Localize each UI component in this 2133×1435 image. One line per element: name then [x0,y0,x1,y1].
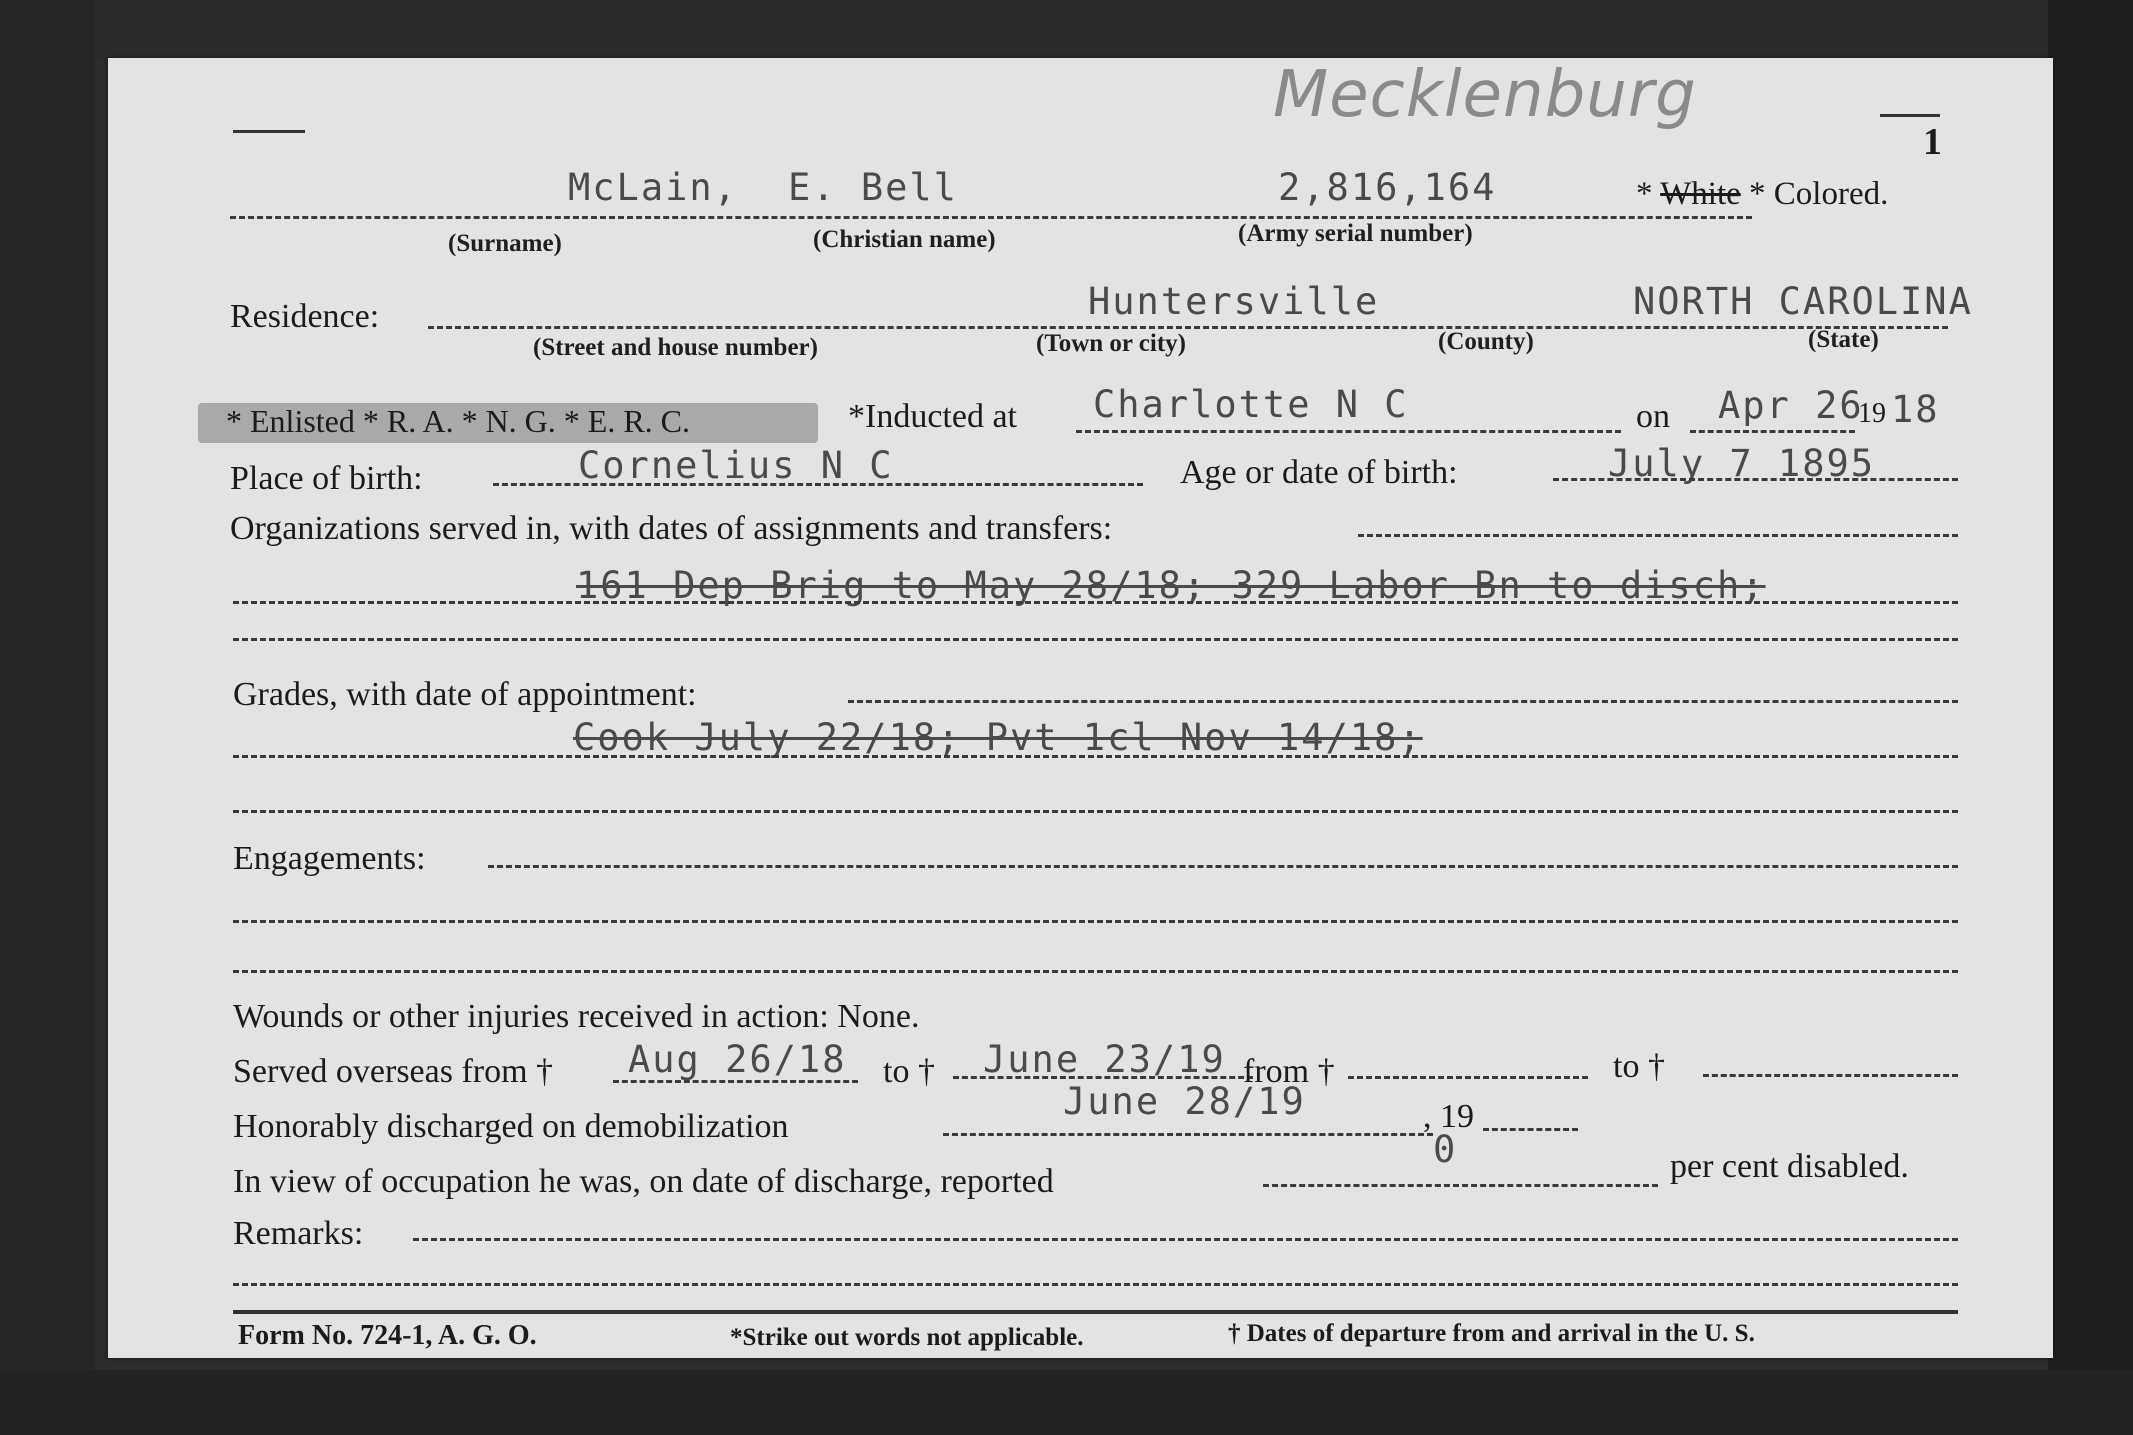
wounds-label-text: Wounds or other injuries received in action: [233,998,829,1035]
grades-line-1 [848,700,1958,703]
scan-border-bottom [0,1370,2133,1435]
residence-state-value: NORTH CAROLINA [1633,280,1973,323]
street-caption: (Street and house number) [533,334,818,361]
form-number: Form No. 724-1, A. G. O. [238,1320,537,1351]
scan-border-top [0,0,2133,60]
race-white-struck: White [1660,176,1741,212]
discharge-date-line [943,1133,1433,1136]
place-of-birth-value: Cornelius N C [578,444,894,487]
organizations-value: 161 Dep Brig to May 28/18; 329 Labor Bn to disch; [576,564,1766,607]
discharge-year-label: , 19 [1423,1098,1474,1135]
card-number: 1 [1923,121,1942,163]
strike-note: *Strike out words not applicable. [730,1324,1084,1351]
overseas-from-value: Aug 26/18 [628,1038,847,1081]
remarks-line-2 [233,1283,1958,1286]
engagements-line-1 [488,865,1958,868]
county-caption: (County) [1438,328,1534,355]
state-caption: (State) [1808,326,1879,353]
disability-value: 0 [1433,1128,1458,1171]
race-options [1636,176,1888,213]
inducted-year-suffix: 18 [1891,388,1940,431]
overseas-from-line [613,1080,858,1083]
inducted-label: *Inducted at [848,398,1017,435]
inducted-year-prefix: 19 [1858,398,1886,429]
overseas-to2-label: to † [1613,1048,1665,1085]
town-caption: (Town or city) [1036,330,1186,357]
top-left-rule [233,130,305,133]
army-serial-number-value: 2,816,164 [1278,166,1497,209]
race-colored: * Colored. [1749,176,1889,212]
on-label: on [1636,398,1670,435]
overseas-to-label: to † [883,1053,935,1090]
inducted-date-value: Apr 26 [1718,384,1864,427]
engagements-line-2 [233,920,1958,923]
footer-rule [233,1310,1958,1314]
wounds-label [233,998,920,1036]
engagements-label: Engagements: [233,840,426,877]
remarks-line-1 [413,1238,1958,1241]
surname-value: McLain, [568,166,738,209]
overseas-to-value: June 23/19 [983,1038,1226,1081]
overseas-to-line [953,1076,1253,1079]
organizations-line-1 [1358,534,1958,537]
organizations-label: Organizations served in, with dates of assignments and transfers: [230,510,1113,547]
residence-town-value: Huntersville [1088,280,1380,323]
christian-name-value: E. Bell [788,166,958,209]
discharge-date-value: June 28/19 [1063,1080,1306,1123]
discharge-year-line [1483,1128,1578,1131]
card-number-rule [1880,114,1940,117]
inducted-line [1076,430,1621,433]
organizations-line-3 [233,638,1958,641]
grades-label: Grades, with date of appointment: [233,676,697,713]
inducted-place-value: Charlotte N C [1093,383,1409,426]
county-annotation: Mecklenburg [1273,58,1697,132]
wounds-value: None. [837,998,920,1035]
overseas-label: Served overseas from † [233,1053,554,1090]
surname-caption: (Surname) [448,230,562,257]
place-of-birth-line [493,483,1143,486]
service-record-card [108,58,2053,1358]
date-of-birth-value: July 7 1895 [1608,442,1876,485]
date-of-birth-label: Age or date of birth: [1180,454,1458,491]
disability-label: In view of occupation he was, on date of discharge, reported [233,1163,1054,1200]
grades-value: Cook July 22/18; Pvt 1cl Nov 14/18; [573,716,1423,759]
place-of-birth-label: Place of birth: [230,460,423,497]
serial-number-caption: (Army serial number) [1238,220,1473,247]
christian-name-caption: (Christian name) [813,226,996,253]
scan-border-right [2048,0,2133,1435]
organizations-line-2 [233,601,1958,604]
race-asterisk: * [1636,176,1661,212]
inducted-date-line [1690,430,1855,433]
engagements-line-3 [233,970,1958,973]
grades-line-2 [233,755,1958,758]
residence-label: Residence: [230,298,380,335]
scan-border-left [0,0,95,1435]
dates-note: † Dates of departure from and arrival in the U. S. [1228,1320,1755,1347]
disability-suffix: per cent disabled. [1670,1148,1909,1185]
discharge-label: Honorably discharged on demobilization [233,1108,789,1145]
enlisted-options: * Enlisted * R. A. * N. G. * E. R. C. [226,403,691,439]
date-of-birth-line [1553,478,1958,481]
name-line [230,216,1752,219]
overseas-from2-line [1348,1076,1588,1079]
residence-line [428,326,1948,329]
overseas-from2-label: from † [1243,1053,1335,1090]
remarks-label: Remarks: [233,1215,364,1252]
grades-line-3 [233,810,1958,813]
disability-line [1263,1184,1658,1187]
overseas-to2-line [1703,1074,1958,1077]
